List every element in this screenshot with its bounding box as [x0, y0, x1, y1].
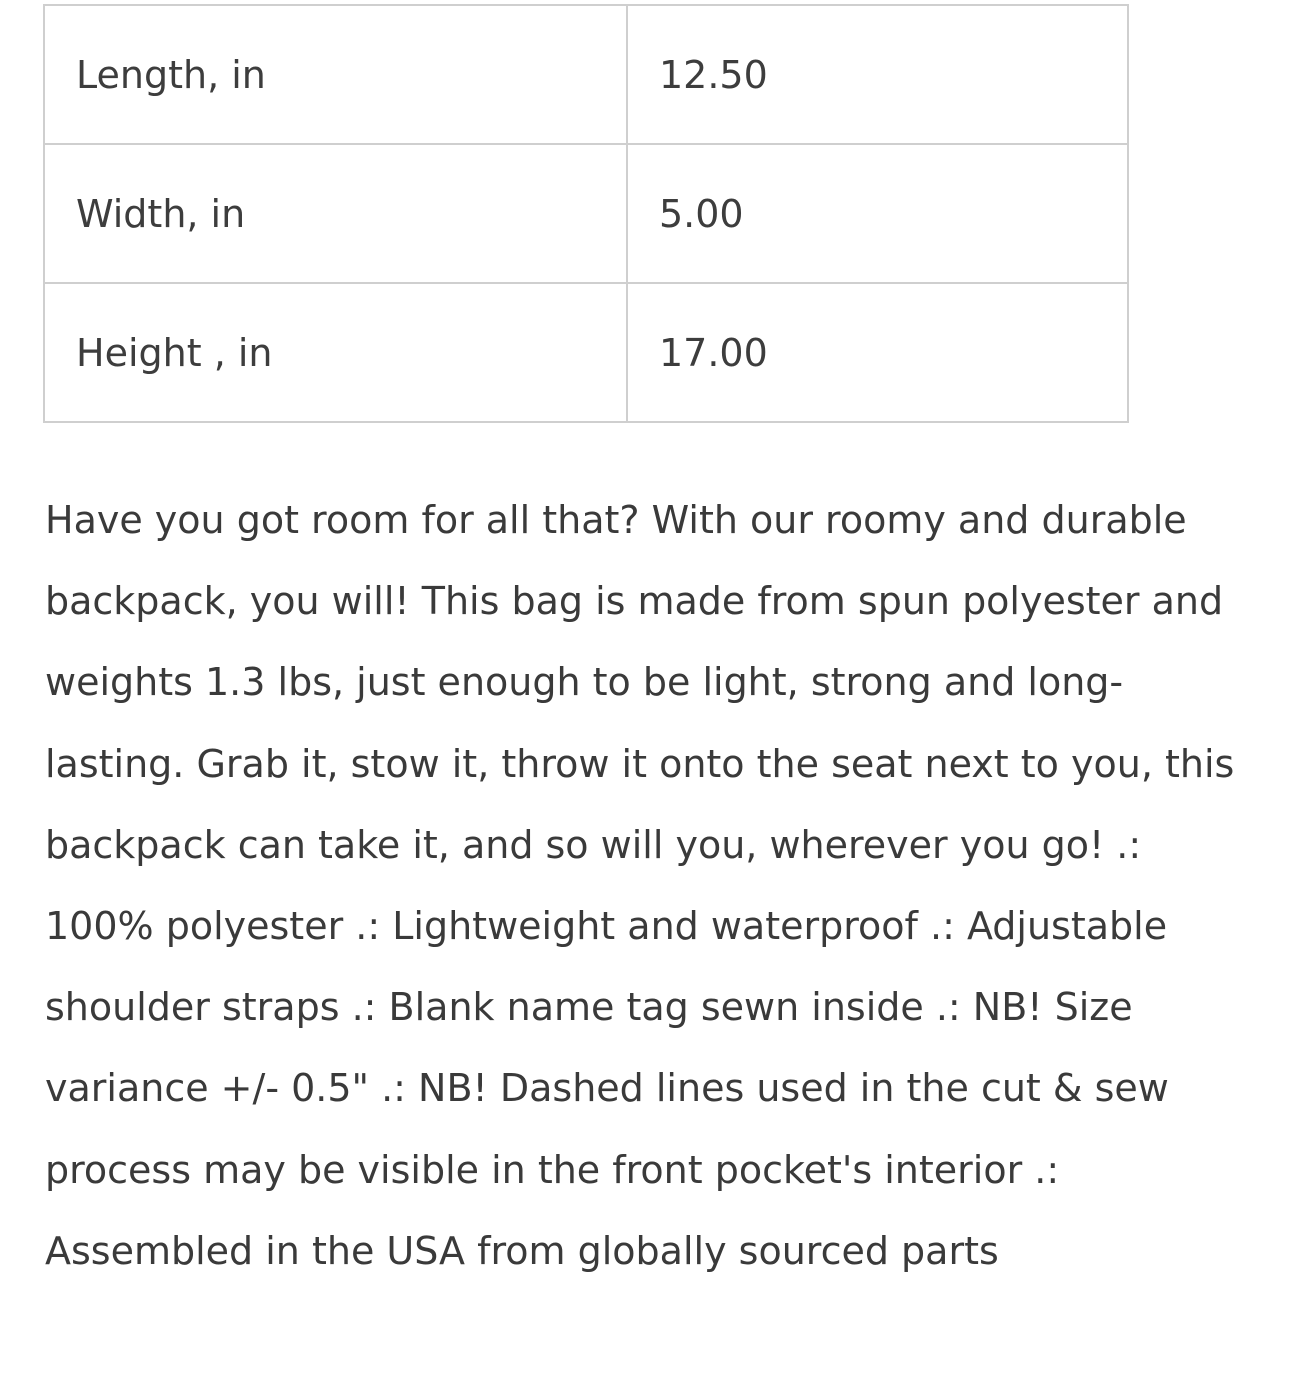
size-label: Height , in: [44, 283, 627, 422]
size-table: [43, 4, 1129, 423]
table-row: [44, 5, 1128, 144]
size-label: Width, in: [44, 144, 627, 283]
product-description: Have you got room for all that? With our roomy and durable backpack, you will! This bag is made from spun polyester and weights 1.3 lbs, just enough to be light, strong and long-lasting. Grab it, stow it, throw it onto the seat next to you, this backpack can take it, and so will you, wherever you go! .: 100% polyester .: Lightweight and waterproof .: Adjustable shoulder straps .: Blank name tag sewn inside .: NB! Size variance +/- 0.5" .: NB! Dashed lines used in the cut & sew process may be visible in the front pocket's interior .: Assembled in the USA from globally sourced parts: [45, 498, 1235, 1273]
table-row: [44, 283, 1128, 422]
table-row: [44, 144, 1128, 283]
size-value: 5.00: [627, 144, 1128, 283]
size-label: Length, in: [44, 5, 627, 144]
size-value: 12.50: [627, 5, 1128, 144]
size-value: 17.00: [627, 283, 1128, 422]
